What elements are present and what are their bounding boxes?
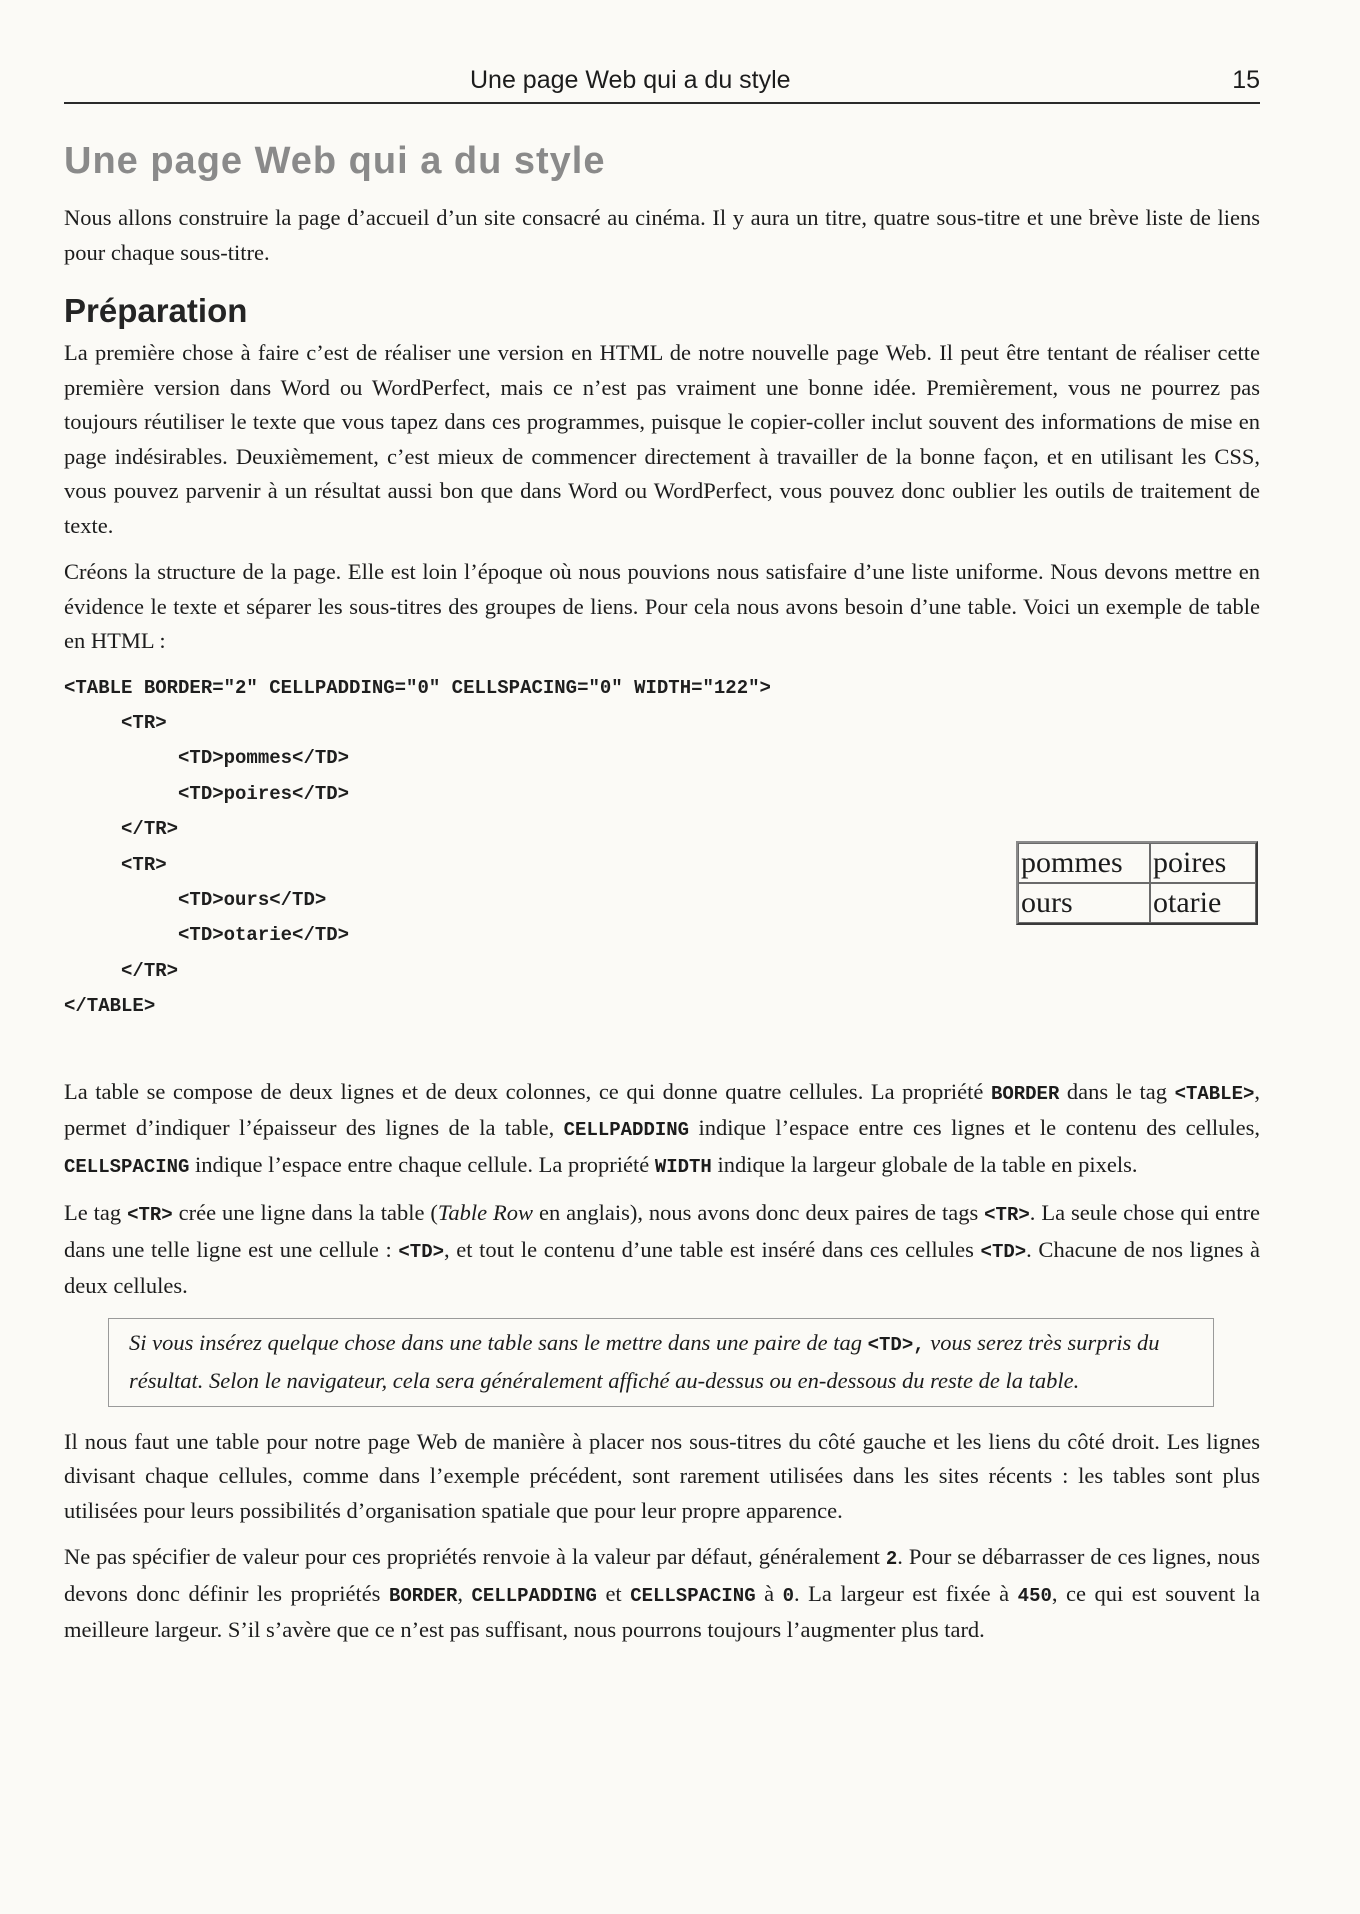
page-number: 15 xyxy=(1232,66,1260,94)
code-term: CELLSPACING xyxy=(64,1155,190,1178)
text-run: . La largeur est fixée à xyxy=(794,1580,1018,1606)
text-run: . La seule chose qui entre dans une telle ligne est une cellule : xyxy=(64,1200,1260,1262)
code-line: </TABLE> xyxy=(64,995,156,1018)
text-run: indique la largeur globale de la table en pixels. xyxy=(711,1151,1138,1177)
note-text xyxy=(129,1325,1199,1398)
text-run: indique l’espace entre chaque cellule. La propriété xyxy=(189,1151,655,1177)
code-term: <TR> xyxy=(127,1204,173,1226)
text-run: crée une ligne dans la table ( xyxy=(172,1200,438,1225)
text-run: indique l’espace entre ces lignes et le contenu des cellules, xyxy=(689,1115,1260,1140)
code-term: CELLSPACING xyxy=(630,1584,756,1607)
chapter-title: Une page Web qui a du style xyxy=(64,140,606,182)
text-run: et xyxy=(596,1580,631,1606)
code-line: </TR> xyxy=(64,818,179,841)
text-run: , xyxy=(457,1580,472,1606)
code-term: <TD>, xyxy=(867,1333,925,1356)
text-run: , et tout le contenu d’une table est inséré dans ces cellules xyxy=(444,1236,981,1262)
code-term: 450 xyxy=(1017,1584,1052,1607)
text-run: Le tag xyxy=(64,1200,128,1225)
text-run: . Pour se débarrasser de ces lignes, nous devons donc définir les propriétés xyxy=(64,1544,1261,1606)
intro-paragraph: Nous allons construire la page d’accueil d’un site consacré au cinéma. Il y aura un titre, quatre sous-titre et une brève liste de liens pour chaque sous-titre. xyxy=(64,205,1260,265)
text-run: en anglais), nous avons donc deux paires de tags xyxy=(533,1200,985,1225)
paragraph-default-values xyxy=(64,1540,1260,1648)
code-term: WIDTH xyxy=(654,1155,712,1178)
running-header xyxy=(64,62,1260,104)
code-term: CELLPADDING xyxy=(563,1119,690,1141)
code-term: BORDER xyxy=(990,1082,1060,1105)
paragraph-tr-tag xyxy=(64,1196,1260,1304)
paragraph-layout-table: Il nous faut une table pour notre page Web de manière à placer nos sous-titres du côté gauche et les liens du côté droit. Les lignes divisant chaque cellules, comme dans l’exemple précédent, sont rarement utilisées dans les sites récents : les tables sont plus utilisées pour leurs possibilités d’organisation spatiale que pour leur propre apparence. xyxy=(64,1428,1260,1523)
code-term: <TD> xyxy=(980,1240,1027,1263)
code-term: <TABLE> xyxy=(1174,1082,1255,1105)
code-line: <TR> xyxy=(64,711,167,734)
text-run: vous serez très surpris du résultat. Selon le navigateur, cela sera généralement affiché au-dessus ou en-dessous du reste de la table. xyxy=(129,1329,1160,1393)
text-run: Si vous insérez quelque chose dans une table sans le mettre dans une paire de tag xyxy=(129,1329,868,1355)
paragraph-preparation: La première chose à faire c’est de réaliser une version en HTML de notre nouvelle page Web. Il peut être tentant de réaliser cette première version dans Word ou WordPerfect, mais ce n’est pas vraiment une bonne idée. Premièrement, vous ne pourrez pas toujours réutiliser le texte que vous tapez dans ces programmes, puisque le copier-coller inclut souvent des informations de mise en page indésirables. Deuxièmement, c’est mieux de commencer directement à travailler de la bonne façon, et en utilisant les CSS, vous pouvez parvenir à un résultat aussi bon que dans Word ou WordPerfect, vous pouvez donc oublier les outils de traitement de texte. xyxy=(64,340,1260,538)
text-run: . Chacune de nos lignes à deux cellules. xyxy=(64,1236,1260,1298)
page-content xyxy=(64,140,1260,1660)
text-run: dans le tag xyxy=(1059,1078,1175,1104)
table-row xyxy=(1018,883,1256,923)
table-cell: otarie xyxy=(1150,883,1256,923)
code-term: 2 xyxy=(885,1548,898,1570)
note-box xyxy=(108,1318,1214,1407)
code-line: <TD>poires</TD> xyxy=(64,782,350,805)
rendered-table-example xyxy=(1016,841,1258,925)
code-example xyxy=(64,671,1260,1055)
text-run: à xyxy=(755,1580,783,1606)
code-term: 0 xyxy=(782,1584,795,1607)
table-cell: pommes xyxy=(1018,843,1150,883)
section-title: Préparation xyxy=(64,292,248,329)
running-header-title: Une page Web qui a du style xyxy=(470,66,791,94)
code-line: <TD>ours</TD> xyxy=(64,888,327,911)
code-line: </TR> xyxy=(64,959,179,982)
text-run: , ce qui est souvent la meilleure largeur. S’il s’avère que ce n’est pas suffisant, nous pourrons toujours l’augmenter plus tard. xyxy=(64,1580,1260,1642)
code-term: BORDER xyxy=(388,1584,458,1607)
code-line: <TR> xyxy=(64,853,167,876)
code-term: <TR> xyxy=(984,1204,1030,1226)
text-run: , permet d’indiquer l’épaisseur des lignes de la table, xyxy=(64,1078,1261,1140)
paragraph-structure: Créons la structure de la page. Elle est loin l’époque où nous pouvions nous satisfaire d’une liste uniforme. Nous devons mettre en évidence le texte et séparer les sous-titres des groupes de liens. Pour cela nous avons besoin d’une table. Voici un exemple de table en HTML : xyxy=(64,559,1260,653)
table-cell: ours xyxy=(1018,883,1150,923)
paragraph-table-properties xyxy=(64,1075,1260,1185)
text-run: Ne pas spécifier de valeur pour ces propriétés renvoie à la valeur par défaut, généralement xyxy=(64,1544,886,1569)
italic-term: Table Row xyxy=(437,1200,534,1225)
table-cell: poires xyxy=(1150,843,1256,883)
code-line: <TABLE BORDER="2" CELLPADDING="0" CELLSPACING="0" WIDTH="122"> xyxy=(64,676,771,699)
code-line: <TD>pommes</TD> xyxy=(64,747,350,770)
table-row xyxy=(1018,843,1256,883)
code-line: <TD>otarie</TD> xyxy=(64,924,350,947)
text-run: La table se compose de deux lignes et de deux colonnes, ce qui donne quatre cellules. La propriété xyxy=(64,1078,991,1104)
code-term: <TD> xyxy=(398,1240,444,1263)
code-term: CELLPADDING xyxy=(471,1584,597,1607)
